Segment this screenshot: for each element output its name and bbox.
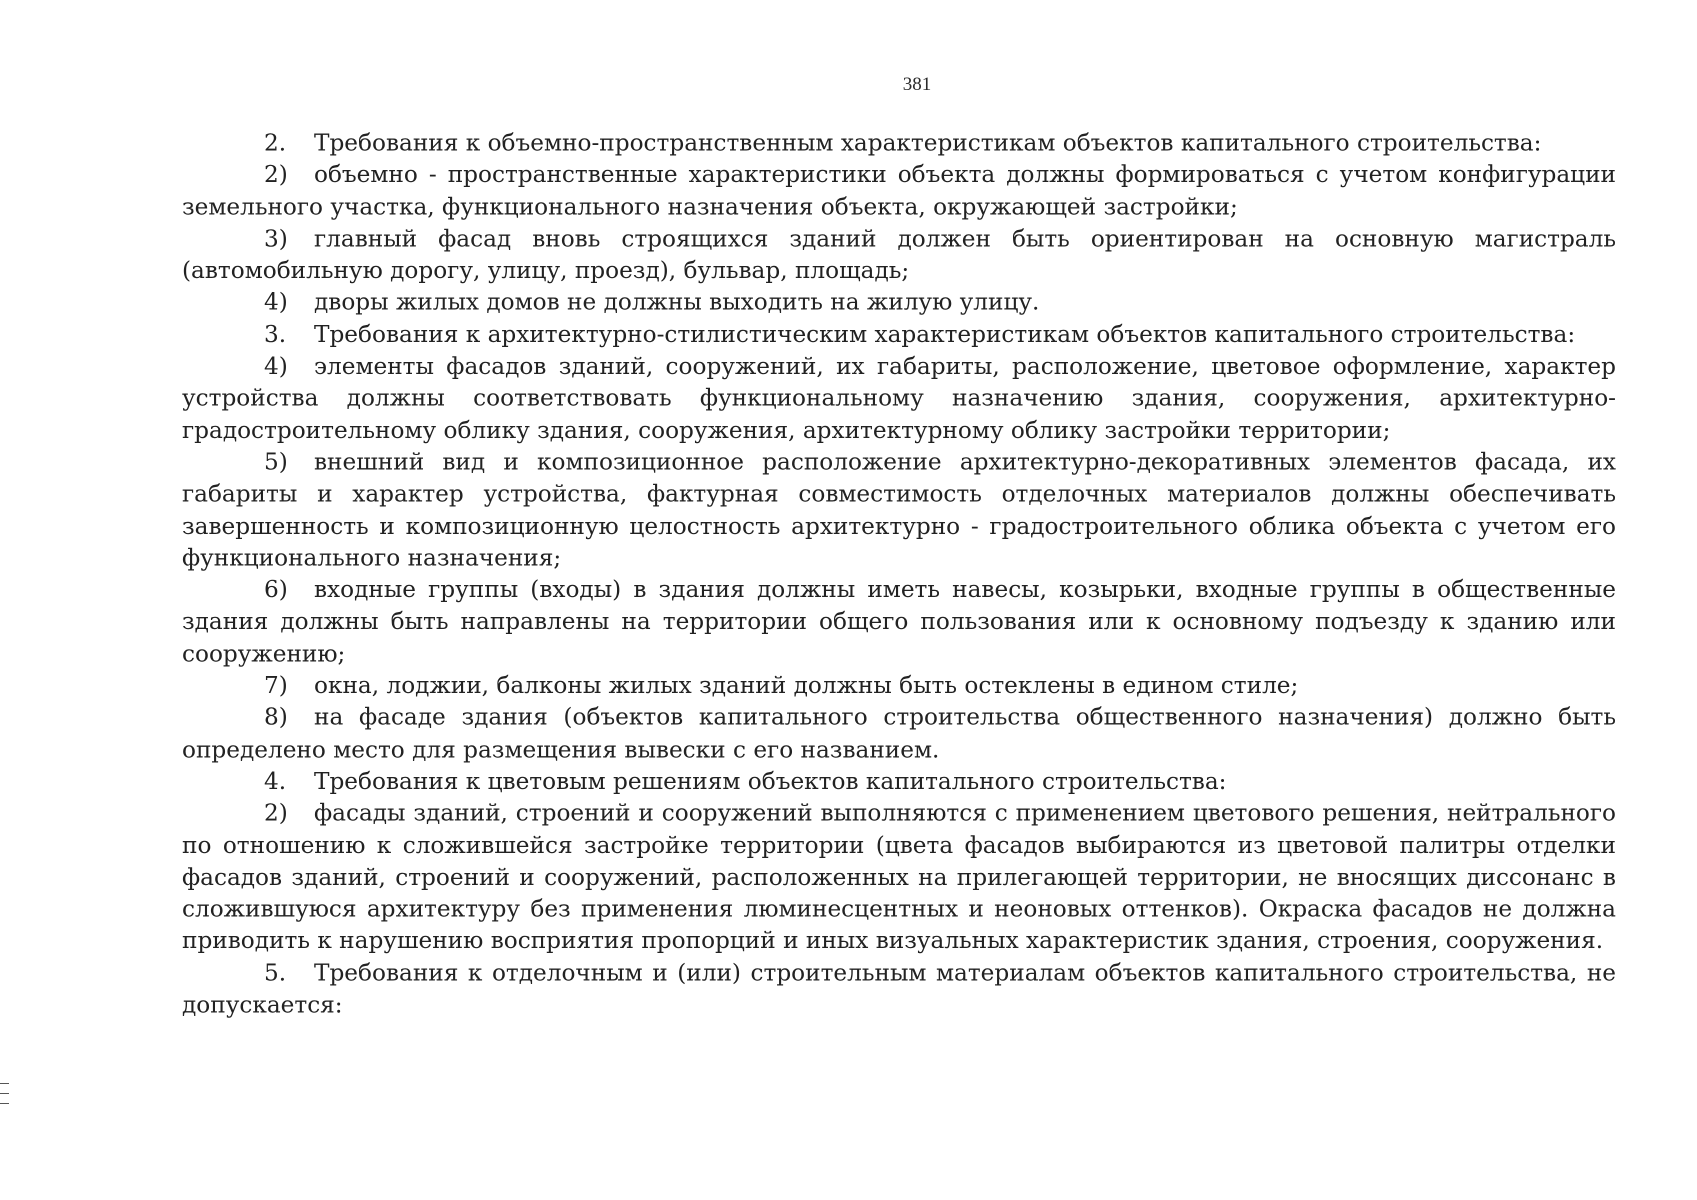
item-number: 2): [264, 160, 288, 189]
list-item: [182, 574, 1616, 670]
section-heading: [182, 127, 1616, 159]
item-text: элементы фасадов зданий, сооружений, их габариты, расположение, цветовое оформление, характер устройства должны соответствовать функциональному назначению здания, сооружения, архитектурно-градостроительному облику здания, сооружения, архитектурному облику застройки территории;: [182, 352, 1616, 444]
scan-edge-mark: [0, 1083, 9, 1084]
section-heading: [182, 957, 1616, 1021]
item-text: Требования к отделочным и (или) строительным материалам объектов капитального строительства, не допускается:: [182, 959, 1616, 1019]
item-number: 4.: [264, 767, 287, 796]
item-number: 4): [264, 352, 288, 381]
item-number: 4): [264, 288, 288, 317]
item-text: Требования к цветовым решениям объектов капитального строительства:: [314, 767, 1227, 796]
item-number: 8): [264, 703, 288, 732]
section-heading: [182, 765, 1616, 797]
item-text: окна, лоджии, балконы жилых зданий должны быть остеклены в едином стиле;: [314, 671, 1299, 700]
item-text: на фасаде здания (объектов капитального строительства общественного назначения) должно быть определено место для размещения вывески с его названием.: [182, 703, 1616, 764]
list-item: [182, 350, 1616, 446]
list-item: [182, 159, 1616, 223]
document-body: [182, 127, 1616, 1021]
section-heading: [182, 319, 1616, 351]
scan-edge-mark: [0, 1093, 9, 1094]
item-number: 2): [264, 799, 288, 827]
page-number: 381: [902, 74, 932, 95]
scan-edge-mark: [0, 1103, 9, 1104]
item-text: входные группы (входы) в здания должны иметь навесы, козырьки, входные группы в общественные здания должны быть направлены на территории общего пользования или к основному подъезду к зданию или сооружению;: [182, 575, 1616, 668]
item-number: 2.: [264, 129, 287, 157]
list-item: [182, 287, 1616, 319]
item-number: 3.: [264, 320, 287, 349]
item-text: Требования к архитектурно-стилистическим характеристикам объектов капитального строительства:: [314, 320, 1576, 349]
item-text: Требования к объемно-пространственным характеристикам объектов капитального строительства:: [314, 129, 1542, 157]
item-text: главный фасад вновь строящихся зданий должен быть ориентирован на основную магистраль (автомобильную дорогу, улицу, проезд), бульвар, площадь;: [182, 224, 1616, 285]
item-number: 5): [264, 448, 288, 476]
item-text: фасады зданий, строений и сооружений выполняются с применением цветового решения, нейтрального по отношению к сложившейся застройке территории (цвета фасадов выбираются из цветовой палитры отделки фасадов зданий, строений и сооружений, расположенных на прилегающей территории, не вносящих диссонанс в сложившуюся архитектуру без применения люминесцентных и неоновых оттенков). Окраска фасадов не должна приводить к нарушению восприятия пропорций и иных визуальных характеристик здания, строения, сооружения.: [182, 799, 1616, 955]
item-number: 7): [264, 671, 288, 700]
item-text: дворы жилых домов не должны выходить на жилую улицу.: [314, 288, 1040, 317]
item-text: внешний вид и композиционное расположение архитектурно-декоративных элементов фасада, их габариты и характер устройства, фактурная совместимость отделочных материалов должны обеспечивать завершенность и композиционную целостность архитектурно - градостроительного облика объекта с учетом его функционального назначения;: [182, 448, 1616, 572]
list-item: [182, 446, 1616, 574]
list-item: [182, 797, 1616, 957]
item-number: 3): [264, 224, 288, 253]
item-text: объемно - пространственные характеристики объекта должны формироваться с учетом конфигурации земельного участка, функционального назначения объекта, окружающей застройки;: [182, 160, 1616, 221]
item-number: 6): [264, 575, 288, 604]
list-item: [182, 670, 1616, 702]
list-item: [182, 702, 1616, 766]
list-item: [182, 223, 1616, 287]
item-number: 5.: [264, 959, 287, 987]
